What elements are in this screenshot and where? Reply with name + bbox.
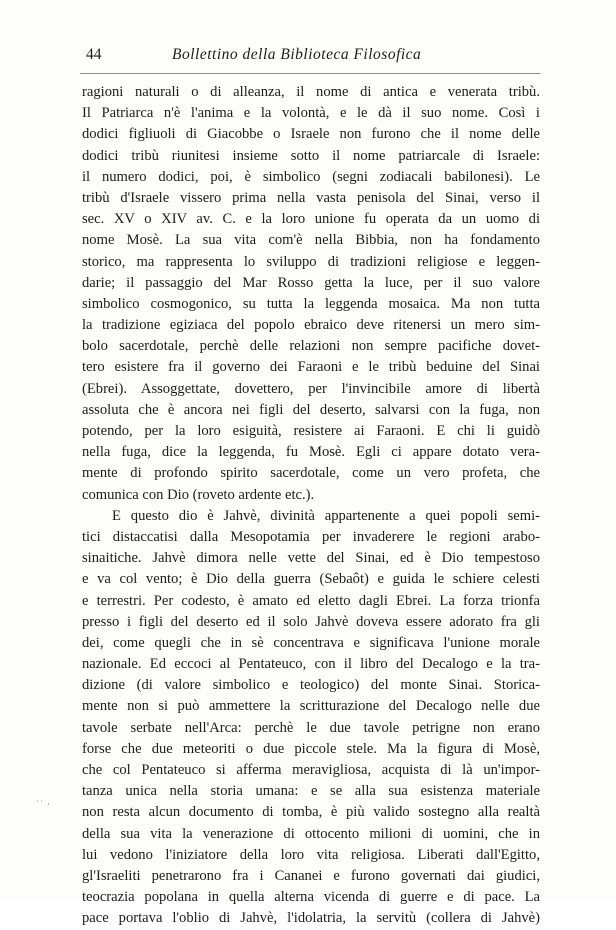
text-line: mente non si può ammettere la scritturazione del Decalogo nelle due bbox=[82, 698, 540, 715]
text-line: gl'Israeliti penetrarono fra i Cananei e furono governati dai giudici, bbox=[82, 867, 540, 884]
paragraph-1 bbox=[82, 82, 540, 506]
text-line: sinaitiche. Jahvè dimora nelle vette del Sinai, ed è Dio tempestoso bbox=[82, 550, 540, 567]
text-line: e terrestri. Per codesto, è amato ed eletto dagli Ebrei. La forza trionfa bbox=[82, 592, 540, 609]
text-line: simbolico cosmogonico, su tutta la leggenda mosaica. Ma non tutta bbox=[82, 295, 540, 312]
text-line: dei, come quegli che in sè concentrava e significava l'unione morale bbox=[82, 634, 540, 651]
text-line: nella fuga, dice la leggenda, fu Mosè. Egli ci appare dotato vera- bbox=[82, 444, 540, 461]
body-text bbox=[82, 82, 540, 930]
text-line: assoluta che è ancora nei figli del deserto, salvarsi con la fuga, non bbox=[82, 401, 540, 418]
text-line: pace portava l'oblio di Jahvè, l'idolatria, la servitù (collera di Jahvè) bbox=[82, 910, 540, 927]
text-line: tavole serbate nell'Arca: perchè le due tavole petrigne non erano bbox=[82, 719, 540, 736]
text-line: sec. XV o XIV av. C. e la loro unione fu operata da un uomo di bbox=[82, 211, 540, 228]
text-line: e va col vento; è Dio della guerra (Sebaôt) e guida le schiere celesti bbox=[82, 571, 540, 588]
text-line: bolo sacerdotale, perchè delle relazioni non sempre pacifiche dovet- bbox=[82, 338, 540, 355]
text-line: tanza unica nella storia umana: e se alla sua esistenza materiale bbox=[82, 783, 540, 800]
text-line: potendo, per la loro esiguità, resistere ai Faraoni. E chi li guidò bbox=[82, 423, 540, 439]
text-line: dodici figliuoli di Giacobbe o Israele non furono che il nome delle bbox=[82, 126, 540, 143]
text-line: che col Pentateuco si afferma meravigliosa, acquista di là un'impor- bbox=[82, 762, 540, 778]
text-line: il numero dodici, poi, è simbolico (segni zodiacali babilonesi). Le bbox=[82, 168, 540, 185]
text-line: lui vedono l'iniziatore della loro vita religiosa. Liberati dall'Egitto, bbox=[82, 846, 540, 863]
text-line: dizione (di valore simbolico e teologico) del monte Sinai. Storica- bbox=[82, 677, 540, 694]
text-line: forse che due meteoriti o due piccole stele. Ma la figura di Mosè, bbox=[82, 740, 540, 757]
text-line: nome Mosè. La sua vita com'è nella Bibbia, non ha fondamento bbox=[82, 232, 540, 249]
text-line: darie; il passaggio del Mar Rosso getta la luce, per il suo valore bbox=[82, 274, 540, 291]
text-line: mente di profondo spirito sacerdotale, come un vero profeta, che bbox=[82, 465, 540, 482]
text-line: E questo dio è Jahvè, divinità appartenente a quei popoli semi- bbox=[112, 507, 540, 524]
text-line: tero esistere fra il governo dei Faraoni e le tribù beduine del Sinai bbox=[82, 359, 540, 376]
paragraph-2 bbox=[82, 506, 540, 930]
text-line: comunica con Dio (roveto ardente etc.). bbox=[82, 486, 315, 503]
text-line: non resta alcun documento di tomba, è più valido sostegno alla realtà bbox=[82, 804, 540, 821]
text-line: tribù d'Israele vissero prima nella vasta penisola del Sinai, verso il bbox=[82, 189, 540, 206]
text-line: (Ebrei). Assoggettate, dovettero, per l'invincibile amore di libertà bbox=[82, 380, 540, 397]
text-line: la tradizione egiziaca del popolo ebraico deve ritenersi un mero sim- bbox=[82, 317, 540, 334]
text-line: ragioni naturali o di alleanza, il nome di antica e venerata tribù. bbox=[82, 84, 540, 100]
text-line: tici distaccatisi dalla Mesopotamia per invaderere le regioni arabo- bbox=[82, 528, 540, 545]
text-line: dodici tribù riunitesi insieme sotto il nome patriarcale di Israele: bbox=[82, 147, 540, 164]
text-line: della sua vita la venerazione di ottocento milioni di uomini, che in bbox=[82, 825, 540, 842]
running-title: Bollettino della Biblioteca Filosofica bbox=[172, 46, 422, 63]
text-line: storico, ma rappresenta lo sviluppo di tradizioni religiose e leggen- bbox=[82, 253, 540, 270]
page-header bbox=[86, 46, 540, 68]
text-line: nazionale. Ed eccoci al Pentateuco, con il libro del Decalogo e la tra- bbox=[82, 656, 540, 673]
margin-mark: ·· , bbox=[36, 796, 51, 806]
header-rule bbox=[80, 73, 540, 74]
page-number: 44 bbox=[86, 46, 102, 63]
text-line: Il Patriarca n'è l'anima e la volontà, e le dà il suo nome. Così i bbox=[82, 105, 540, 122]
text-line: teocrazia popolana in quella alterna vicenda di guerre e di pace. La bbox=[82, 889, 540, 906]
text-line: presso i figli del deserto ed il solo Jahvè doveva essere adorato fra gli bbox=[82, 613, 540, 630]
